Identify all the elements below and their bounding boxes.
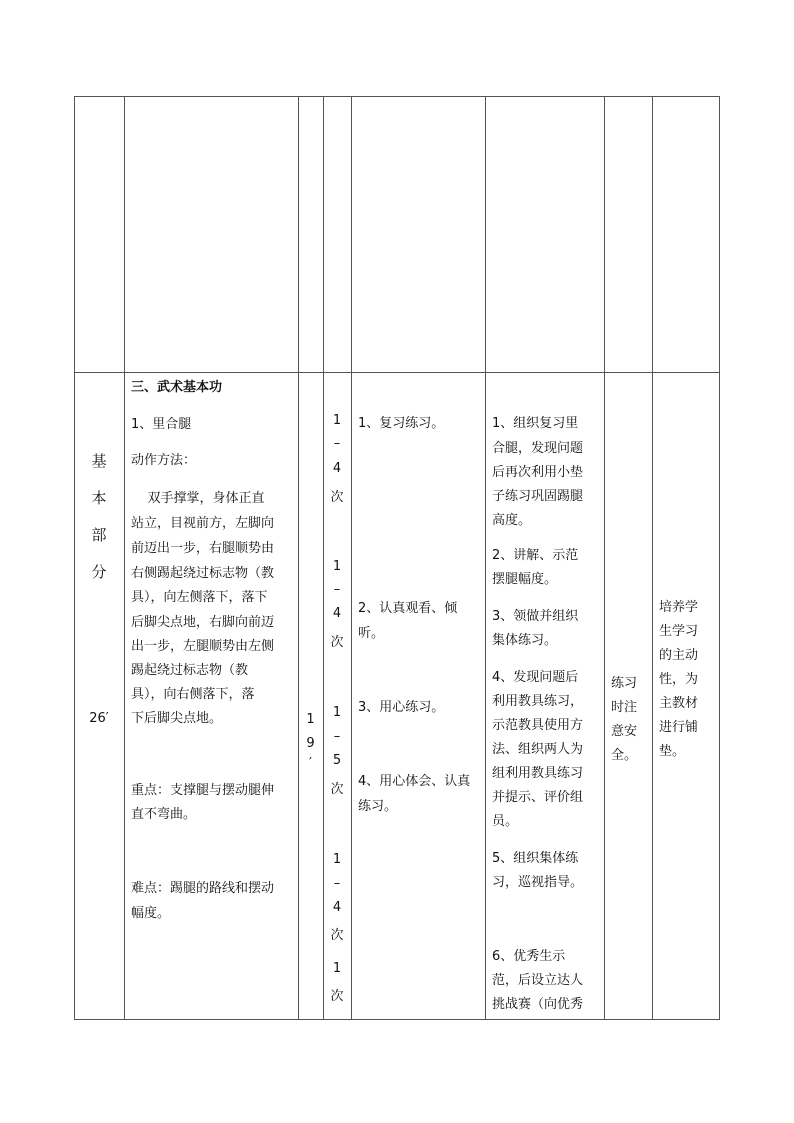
reps-char: 1 (332, 413, 342, 428)
teacher-line: 组利用教具练习 (492, 766, 584, 781)
student-activity: 听。 (358, 626, 385, 641)
col-line (485, 96, 486, 1020)
safety-line: 时注 (611, 700, 638, 715)
section-char: 分 (91, 563, 107, 581)
reps-char: 1 (332, 559, 342, 574)
section-char: 本 (91, 489, 107, 507)
method-line: 下后脚尖点地。 (131, 711, 223, 726)
intent-line: 性，为 (659, 672, 699, 687)
reps-char: 次 (330, 928, 344, 943)
section-time: 26′ (89, 711, 109, 726)
student-activity: 1、复习练习。 (358, 416, 445, 431)
reps-char: – (333, 436, 341, 451)
safety-line: 练习 (611, 676, 638, 691)
method-line: 踢起绕过标志物（教 (131, 663, 249, 678)
method-line: 具），向右侧落下，落 (131, 687, 255, 702)
duration-char: 9 (306, 736, 315, 751)
teacher-line: 后再次利用小垫 (492, 465, 584, 480)
item-title: 1、里合腿 (131, 417, 192, 432)
content-heading: 三、武术基本功 (131, 380, 223, 395)
teacher-line: 员。 (492, 814, 519, 829)
col-line (719, 96, 720, 1020)
teacher-line: 子练习巩固踢腿 (492, 489, 584, 504)
reps-char: 次 (330, 989, 344, 1004)
row-divider (74, 372, 720, 373)
col-line (298, 96, 299, 1020)
intent-line: 进行铺 (659, 720, 699, 735)
reps-char: 1 (332, 852, 342, 867)
reps-char: 5 (332, 753, 342, 768)
teacher-line: 2、讲解、示范 (492, 548, 579, 563)
method-label: 动作方法： (131, 453, 197, 468)
reps-char: 次 (330, 490, 344, 505)
intent-line: 生学习 (659, 624, 699, 639)
reps-char: 次 (330, 635, 344, 650)
col-line (604, 96, 605, 1020)
method-line: 双手撑掌，身体正直 (131, 491, 265, 506)
safety-line: 意安 (611, 724, 638, 739)
teacher-line: 6、优秀生示 (492, 949, 566, 964)
reps-char: – (333, 729, 341, 744)
intent-line: 垫。 (659, 744, 686, 759)
col-line (74, 96, 75, 1020)
method-line: 站立，目视前方，左脚向 (131, 516, 275, 531)
difficulty-line: 幅度。 (131, 906, 171, 921)
safety-line: 全。 (611, 748, 638, 763)
reps-char: 4 (332, 900, 342, 915)
col-line (652, 96, 653, 1020)
col-line (124, 96, 125, 1020)
teacher-line: 高度。 (492, 513, 532, 528)
section-char: 部 (91, 526, 107, 544)
teacher-line: 习，巡视指导。 (492, 875, 584, 890)
reps-char: 1 (332, 705, 342, 720)
method-line: 右侧踢起绕过标志物（教 (131, 566, 275, 581)
teacher-line: 挑战赛（向优秀 (492, 997, 584, 1012)
intent-line: 培养学 (659, 600, 699, 615)
reps-char: 1 (332, 961, 342, 976)
reps-char: – (333, 876, 341, 891)
reps-char: – (333, 582, 341, 597)
teacher-line: 5、组织集体练 (492, 851, 579, 866)
teacher-line: 4、发现问题后 (492, 670, 579, 685)
reps-char: 次 (330, 782, 344, 797)
teacher-line: 3、领做并组织 (492, 609, 579, 624)
teacher-line: 摆腿幅度。 (492, 572, 558, 587)
method-line: 出一步，左腿顺势由左侧 (131, 639, 275, 654)
intent-line: 主教材 (659, 696, 699, 711)
teacher-line: 集体练习。 (492, 633, 558, 648)
method-line: 具），向左侧落下，落下 (131, 590, 268, 605)
student-activity: 3、用心练习。 (358, 700, 445, 715)
difficulty-line: 难点：踢腿的路线和摆动 (131, 881, 275, 896)
reps-char: 4 (332, 461, 342, 476)
table-border-top (74, 96, 720, 97)
method-line: 后脚尖点地，右脚向前迈 (131, 615, 275, 630)
duration-char: ′ (309, 756, 312, 771)
teacher-line: 利用教具练习， (492, 694, 584, 709)
student-activity: 练习。 (358, 799, 398, 814)
reps-char: 4 (332, 606, 342, 621)
duration-char: 1 (306, 712, 315, 727)
teacher-line: 合腿，发现问题 (492, 441, 584, 456)
key-point-line: 直不弯曲。 (131, 807, 197, 822)
teacher-line: 法、组织两人为 (492, 742, 584, 757)
section-char: 基 (91, 452, 107, 470)
col-line (351, 96, 352, 1020)
student-activity: 4、用心体会、认真 (358, 774, 471, 789)
intent-line: 的主动 (659, 648, 699, 663)
teacher-line: 范，后设立达人 (492, 973, 584, 988)
student-activity: 2、认真观看、倾 (358, 601, 458, 616)
table-border-bottom (74, 1019, 720, 1020)
teacher-line: 1、组织复习里 (492, 416, 579, 431)
teacher-line: 示范教具使用方 (492, 718, 584, 733)
teacher-line: 并提示、评价组 (492, 790, 584, 805)
key-point-line: 重点：支撑腿与摆动腿伸 (131, 783, 275, 798)
method-line: 前迈出一步，右腿顺势由 (131, 541, 275, 556)
